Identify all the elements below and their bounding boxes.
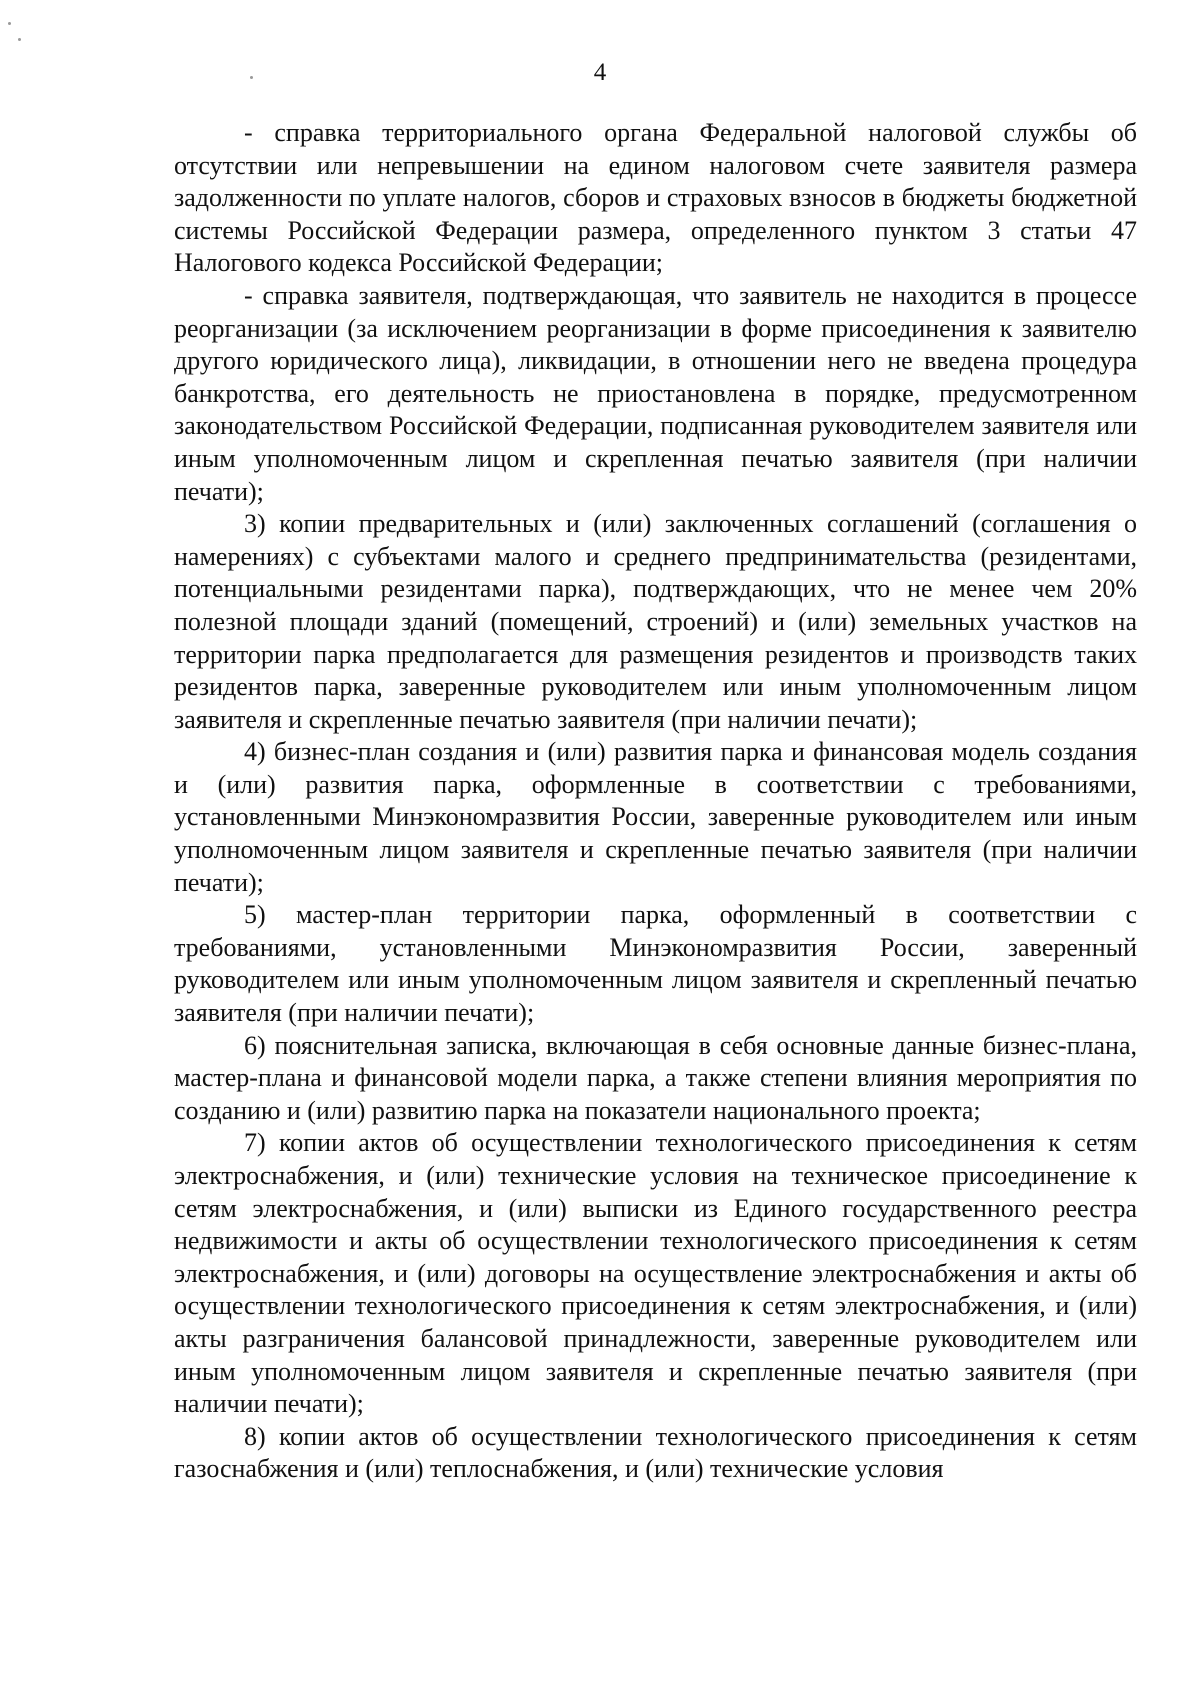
paragraph-item-8: 8) копии актов об осуществлении технологического присоединения к сетям газоснабжения и (или) теплоснабжения, и (или) технические условия (174, 1421, 1137, 1484)
paragraph-applicant-certificate: - справка заявителя, подтверждающая, что заявитель не находится в процессе реорганизации (за исключением реорганизации в форме присоединения к заявителю другого юридического лица), ликвидации, в отношении него не введена процедура банкротства, его деятельность не приостановлена в порядке, предусмотренном законодательством Российской Федерации, подписанная руководителем заявителя или иным уполномоченным лицом и скрепленная печатью заявителя (при наличии печати); (174, 280, 1137, 506)
paragraph-item-3: 3) копии предварительных и (или) заключенных соглашений (соглашения о намерениях) с субъектами малого и среднего предпринимательства (резидентами, потенциальными резидентами парка), подтверждающих, что не менее чем 20% полезной площади зданий (помещений, строений) и (или) земельных участков на территории парка предполагается для размещения резидентов и производств таких резидентов парка, заверенные руководителем или иным уполномоченным лицом заявителя и скрепленные печатью заявителя (при наличии печати); (174, 509, 1137, 734)
paragraph-tax-certificate: - справка территориального органа Федеральной налоговой службы об отсутствии или непревышении на едином налоговом счете заявителя размера задолженности по уплате налогов, сборов и страховых взносов в бюджеты бюджетной системы Российской Федерации размера, определенного пунктом 3 статьи 47 Налогового кодекса Российской Федерации; (174, 118, 1137, 278)
paragraph-item-6: 6) пояснительная записка, включающая в себя основные данные бизнес-плана, мастер-плана и финансовой модели парка, а также степени влияния мероприятия по созданию и (или) развитию парка на показатели национального проекта; (174, 1030, 1137, 1125)
paragraph-item-5: 5) мастер-план территории парка, оформленный в соответствии с требованиями, установленными Минэкономразвития России, заверенный руководителем или иным уполномоченным лицом заявителя и скрепленный печатью заявителя (при наличии печати); (174, 900, 1137, 1028)
scan-artifact-dot (18, 38, 21, 41)
scan-artifact-dot (8, 22, 11, 25)
paragraph-item-4: 4) бизнес-план создания и (или) развития парка и финансовая модель создания и (или) развития парка, оформленные в соответствии с требованиями, установленными Минэкономразвития России, заверенные руководителем или иным уполномоченным лицом заявителя и скрепленные печатью заявителя (при наличии печати); (174, 737, 1137, 897)
document-body (174, 117, 1137, 1486)
paragraph-item-7: 7) копии актов об осуществлении технологического присоединения к сетям электроснабжения, и (или) технические условия на техническое присоединение к сетям электроснабжения, и (или) выписки из Единого государственного реестра недвижимости и акты об осуществлении технологического присоединения к сетям электроснабжения, и (или) договоры на осуществление электроснабжения и акты об осуществлении технологического присоединения к сетям электроснабжения, и (или) акты разграничения балансовой принадлежности, заверенные руководителем или иным уполномоченным лицом заявителя и скрепленные печатью заявителя (при наличии печати); (174, 1128, 1137, 1419)
page-number: 4 (593, 59, 607, 86)
